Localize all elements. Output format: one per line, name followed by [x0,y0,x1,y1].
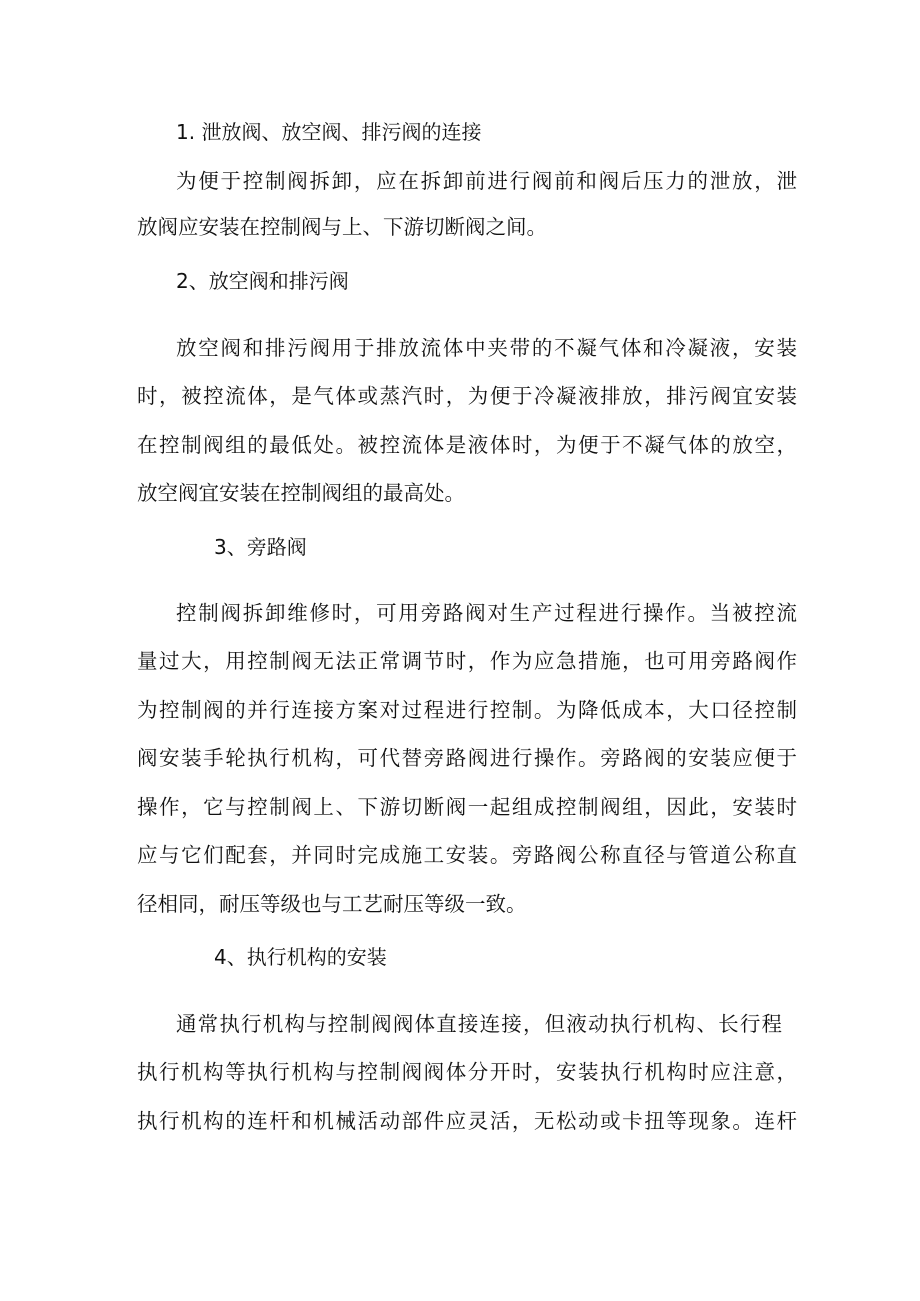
paragraph-line: 时，被控流体，是气体或蒸汽时，为便于冷凝液排放，排污阀宜安装 [137,384,797,408]
paragraph-line: 执行机构等执行机构与控制阀阀体分开时，安装执行机构时应注意， [137,1060,797,1084]
paragraph-line: 阀安装手轮执行机构，可代替旁路阀进行操作。旁路阀的安装应便于 [137,746,797,770]
paragraph-line: 放阀应安装在控制阀与上、下游切断阀之间。 [137,215,547,239]
section-heading-4: 4、执行机构的安装 [214,945,387,969]
paragraph-line: 放空阀宜安装在控制阀组的最高处。 [137,481,465,505]
section-heading-3: 3、旁路阀 [214,535,307,559]
paragraph-line: 量过大，用控制阀无法正常调节时，作为应急措施，也可用旁路阀作 [137,649,797,673]
paragraph-line: 执行机构的连杆和机械活动部件应灵活，无松动或卡扭等现象。连杆 [137,1109,797,1133]
section-heading-2: 2、放空阀和排污阀 [176,269,349,293]
paragraph-line: 在控制阀组的最低处。被控流体是液体时，为便于不凝气体的放空， [137,433,797,457]
paragraph-line: 放空阀和排污阀用于排放流体中夹带的不凝气体和冷凝液，安装 [176,336,797,360]
paragraph-line: 径相同，耐压等级也与工艺耐压等级一致。 [137,892,527,916]
paragraph-line: 控制阀拆卸维修时，可用旁路阀对生产过程进行操作。当被控流 [176,601,797,625]
paragraph-line: 应与它们配套，并同时完成施工安装。旁路阀公称直径与管道公称直 [137,843,797,867]
paragraph-line: 为便于控制阀拆卸，应在拆卸前进行阀前和阀后压力的泄放，泄 [176,169,797,193]
paragraph-line: 为控制阀的并行连接方案对过程进行控制。为降低成本，大口径控制 [137,698,797,722]
paragraph-line: 操作，它与控制阀上、下游切断阀一起组成控制阀组，因此，安装时 [137,795,797,819]
paragraph-line: 通常执行机构与控制阀阀体直接连接，但液动执行机构、长行程 [176,1012,782,1036]
section-heading-1: 1. 泄放阀、放空阀、排污阀的连接 [176,120,482,144]
